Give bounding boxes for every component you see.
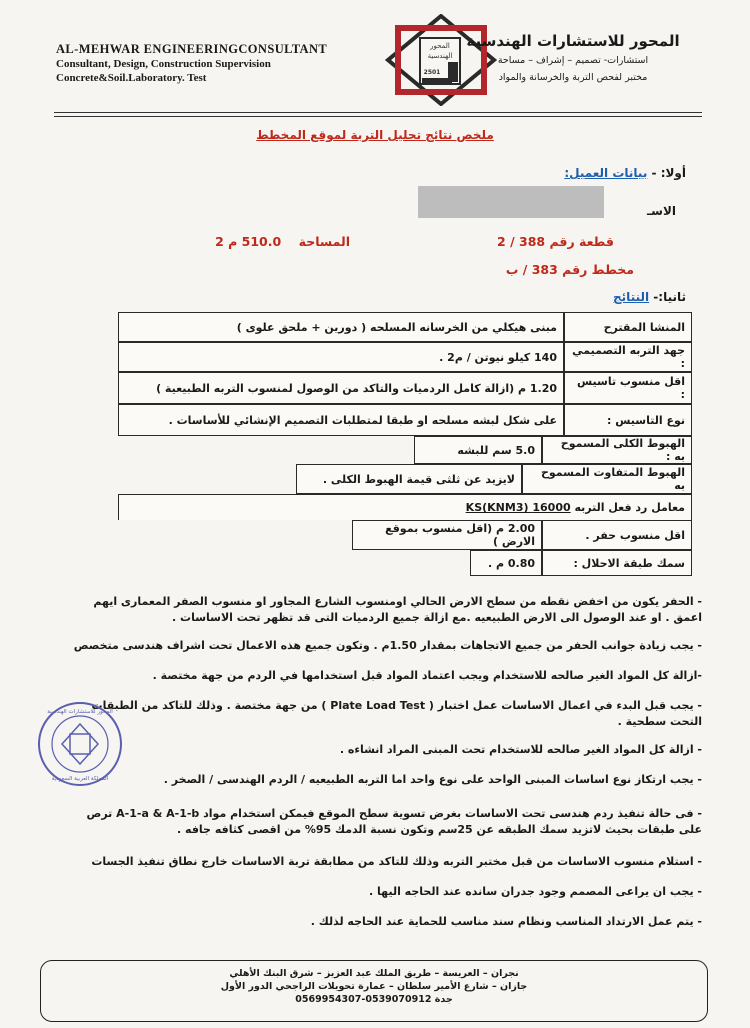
row-value: 16000 KS(KNM3)	[465, 501, 571, 514]
section1-title: بيانات العميل:	[564, 166, 648, 180]
area-value: 510.0 م 2	[215, 234, 282, 249]
row-label: نوع التاسيس :	[564, 404, 692, 436]
area-field	[215, 234, 350, 249]
row-value: مبنى هيكلي من الخرسانه المسلحه ( دورين + ملحق علوى )	[118, 312, 564, 342]
plot-number: قطعة رقم 388 / 2	[497, 234, 614, 249]
header-divider	[54, 112, 702, 113]
note-item: -ازالة كل المواد الغير صالحه للاستخدام ويجب اعتماد المواد قبل استخدامها في الردم من جهة مختصة .	[152, 669, 702, 682]
row-label: الهبوط الكلى المسموح به :	[542, 436, 692, 464]
services-ar-line-2: مختبر لفحص التربة والخرسانة والمواد	[498, 72, 648, 83]
table-row	[118, 436, 692, 464]
document-title: ملخص نتائج تحليل التربة لموقع المخطط	[256, 128, 494, 142]
note-item: - يجب قبل البدء في اعمال الاساسات عمل اختبار ( Plate Load Test ) من جهة مختصة . وذلك للتاكد من الطبقات التحت سطحية .	[91, 699, 702, 728]
footer-address-box	[40, 960, 708, 1022]
row-value: 140 كيلو نيوتن / م2 .	[118, 342, 564, 372]
row-value: 0.80 م .	[470, 550, 542, 576]
row-label: اقل منسوب حفر .	[542, 520, 692, 550]
client-name-label: الاسـ	[647, 204, 676, 218]
note-item: - ازالة كل المواد الغير صالحه للاستخدام تحت المبنى المراد انشاءه .	[339, 743, 702, 756]
company-stamp	[36, 700, 124, 788]
header-english	[56, 42, 356, 85]
table-row	[118, 520, 692, 550]
note-item: - الحفر يكون من اخفض نقطه من سطح الارض الحالي اومنسوب الشارع المجاور او منسوب الصفر المعمارى ايهم اعمق . او عند الوصول الى الارض الطبيعيه .مع ازالة جميع الردميات التى قد تظهر تحت الاساسات .	[93, 595, 702, 624]
note-item: - يتم عمل الارتداد المناسب ونظام سند مناسب للحماية عند الحاجه لذلك .	[310, 915, 702, 928]
row-value: لايزيد عن ثلثى قيمة الهبوط الكلى .	[296, 464, 522, 494]
logo-text-2: الهندسية	[427, 52, 453, 60]
section1-heading	[564, 166, 686, 180]
row-label: المنشا المقترح	[564, 312, 692, 342]
services-en-line-2: Concrete&Soil.Laboratory. Test	[56, 72, 207, 84]
section2-title: النتائج	[613, 290, 650, 304]
note-item: - فى حالة تنفيذ ردم هندسى تحت الاساسات بغرض تسوية سطح الموقع فيمكن استخدام مواد A-1-a & A-1-b ترص على طبقات بحيث لاتزيد سمك الطبقه عن 25سم وتكون نسبة الدمك 95% من اقصى كثافه جافه .	[86, 807, 702, 836]
company-name-en: AL-MEHWAR ENGINEERINGCONSULTANT	[56, 42, 328, 56]
footer-line-2: جازان – شارع الأمير سلطان – عمارة تحويلات الراجحي الدور الأول	[220, 981, 528, 992]
header-arabic	[448, 32, 698, 84]
row-value: 2.00 م (اقل منسوب بموقع الارض )	[352, 520, 542, 550]
section1-prefix: أولا: -	[651, 166, 686, 180]
row-label: معامل رد فعل التربه	[574, 501, 685, 514]
table-row	[118, 342, 692, 372]
header-divider-thin	[54, 116, 702, 117]
section2-heading	[613, 290, 686, 304]
table-row	[118, 372, 692, 404]
company-name-ar: المحور للاستشارات الهندسية	[466, 32, 680, 50]
logo-number: 2501	[423, 69, 441, 76]
row-label: الهبوط المتفاوت المسموح به	[522, 464, 692, 494]
table-row	[118, 404, 692, 436]
table-row	[118, 312, 692, 342]
stamp-text-bottom: المملكة العربية السعودية	[51, 776, 109, 782]
services-ar-line-1: استشارات- تصميم – إشراف – مساحة	[497, 55, 649, 66]
note-item: - يجب ارتكاز نوع اساسات المبنى الواحد على نوع واحد اما التربه الطبيعيه / الردم الهندسى / الصخر .	[163, 773, 702, 786]
services-en-line-1: Consultant, Design, Construction Supervision	[56, 58, 271, 70]
row-full	[118, 494, 692, 520]
logo-text-1: المحور	[430, 42, 450, 50]
note-item: - يجب زيادة جوانب الحفر من جميع الاتجاهات بمقدار 1.50م . وتكون جميع هذه الاعمال تحت اشراف هندسى متخصص	[73, 639, 702, 652]
table-row	[118, 550, 692, 576]
row-value: 1.20 م (ازالة كامل الردميات والتاكد من الوصول لمنسوب التربه الطبيعية )	[118, 372, 564, 404]
note-item: - يجب ان يراعى المصمم وجود جدران سانده عند الحاجه اليها .	[369, 885, 702, 898]
redacted-client-name	[418, 186, 604, 218]
row-value: على شكل لبشه مسلحه او طبقا لمتطلبات التصميم الإنشائي للأساسات .	[118, 404, 564, 436]
results-table	[118, 312, 692, 576]
plan-number: مخطط رقم 383 / ب	[505, 262, 634, 277]
stamp-text-top: المحور للاستشارات الهندسية	[47, 709, 113, 715]
table-row	[118, 494, 692, 520]
table-row	[118, 464, 692, 494]
footer-line-3: جدة 0539070912-0569954307	[295, 994, 453, 1005]
area-label: المساحة	[298, 234, 350, 249]
footer-line-1: نجران – العريسة – طريق الملك عبد العزيز – شرق البنك الأهلي	[229, 968, 519, 979]
note-item: - استلام منسوب الاساسات من قبل مختبر التربه وذلك للتاكد من مطابقة تربة الاساسات خارج نطاق تنفيذ الجسات	[91, 855, 702, 868]
section2-prefix: ثانيا:-	[653, 290, 686, 304]
row-label: جهد التربه التصميمي :	[564, 342, 692, 372]
row-label: سمك طبقة الاحلال :	[542, 550, 692, 576]
row-label: اقل منسوب تاسيس :	[564, 372, 692, 404]
row-value: 5.0 سم للبشه	[414, 436, 542, 464]
